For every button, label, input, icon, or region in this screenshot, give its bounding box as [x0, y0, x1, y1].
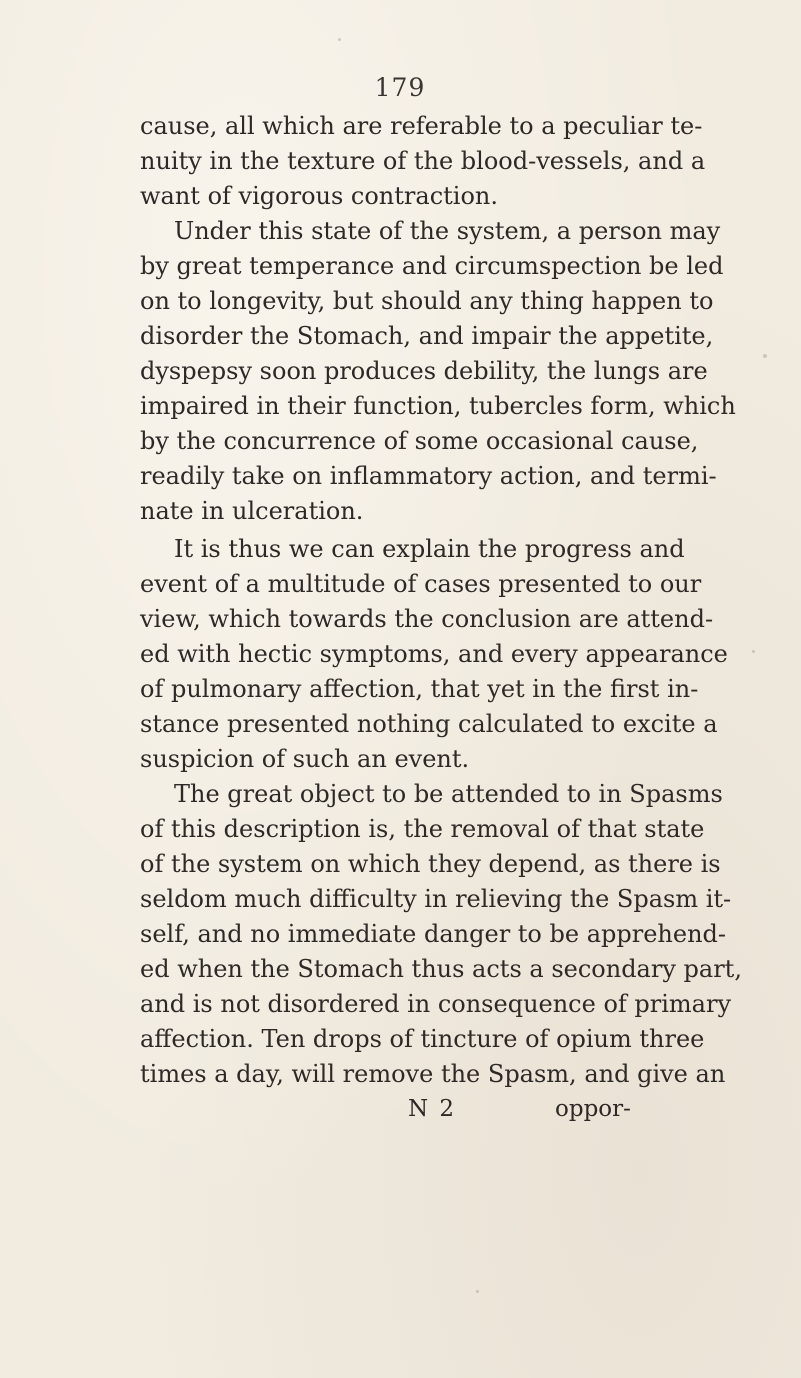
text-line: impaired in their function, tubercles form, which: [140, 392, 736, 420]
text-line: view, which towards the conclusion are attend-: [140, 605, 714, 633]
text-line: times a day, will remove the Spasm, and give an: [140, 1060, 726, 1088]
text-line: on to longevity, but should any thing happen to: [140, 287, 714, 315]
text-line: of pulmonary affection, that yet in the first in-: [140, 675, 699, 703]
text-line: want of vigorous contraction.: [140, 182, 498, 210]
text-line: by the concurrence of some occasional cause,: [140, 427, 699, 455]
text-line: by great temperance and circumspection be led: [140, 252, 724, 280]
paper-speck: [476, 1290, 479, 1293]
text-line: ed with hectic symptoms, and every appearance: [140, 640, 728, 668]
text-line: Under this state of the system, a person may: [174, 217, 721, 245]
paper-speck: [338, 38, 341, 41]
text-line: seldom much difficulty in relieving the Spasm it-: [140, 885, 732, 913]
paper-speck: [763, 354, 767, 358]
signature-mark: N 2: [408, 1096, 457, 1122]
text-line: It is thus we can explain the progress and: [174, 535, 685, 563]
paper-speck: [672, 262, 675, 265]
text-line: The great object to be attended to in Spasms: [174, 780, 723, 808]
text-line: of the system on which they depend, as there is: [140, 850, 721, 878]
page-number: 179: [374, 73, 426, 102]
text-line: self, and no immediate danger to be apprehend-: [140, 920, 727, 948]
text-line: event of a multitude of cases presented to our: [140, 570, 702, 598]
text-line: affection. Ten drops of tincture of opium three: [140, 1025, 705, 1053]
text-line: cause, all which are referable to a peculiar te-: [140, 112, 703, 140]
text-line: ed when the Stomach thus acts a secondary part,: [140, 955, 742, 983]
text-line: dyspepsy soon produces debility, the lungs are: [140, 357, 708, 385]
text-line: suspicion of such an event.: [140, 745, 470, 773]
text-line: readily take on inflammatory action, and termi-: [140, 462, 717, 490]
paper-speck: [752, 650, 755, 653]
text-line: and is not disordered in consequence of primary: [140, 990, 732, 1018]
catchword: oppor-: [555, 1096, 631, 1122]
text-line: nuity in the texture of the blood-vessels, and a: [140, 147, 706, 175]
text-line: disorder the Stomach, and impair the appetite,: [140, 322, 714, 350]
text-line: stance presented nothing calculated to excite a: [140, 710, 718, 738]
text-line: of this description is, the removal of that state: [140, 815, 705, 843]
text-line: nate in ulceration.: [140, 497, 364, 525]
